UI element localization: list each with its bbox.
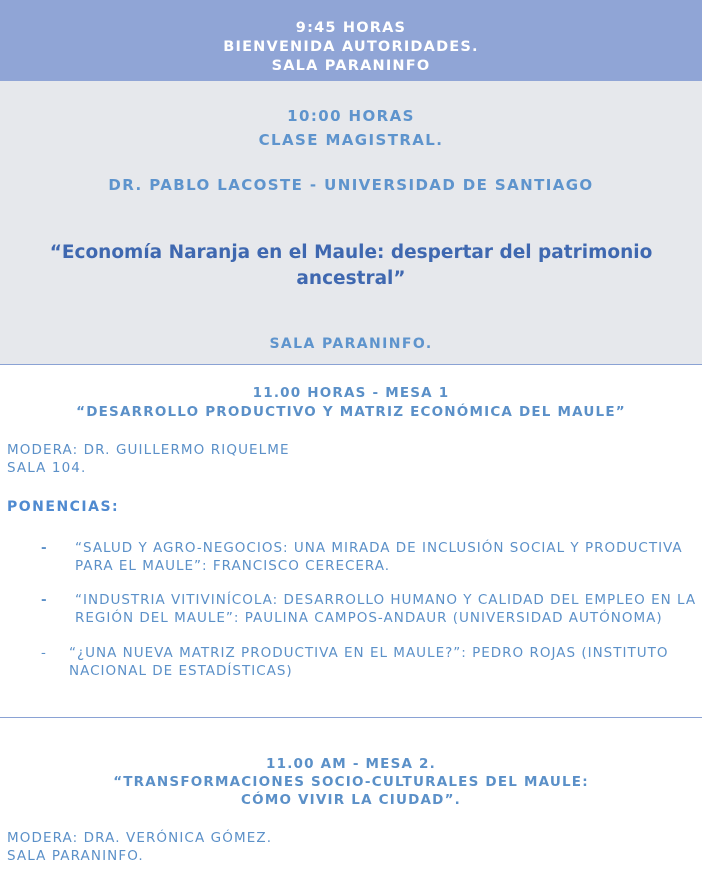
ponencia-line1: “INDUSTRIA VITIVINÍCOLA: DESARROLLO HUMANO Y CALIDAD DEL EMPLEO EN LA [75,592,697,608]
bullet-dash: - [41,540,47,556]
ponencia-line2: PARA EL MAULE”: FRANCISCO CERECERA. [75,558,391,574]
keynote-time: 10:00 HORAS [287,107,415,125]
welcome-time: 9:45 HORAS [295,20,407,36]
mesa1-time: 11.00 HORAS - MESA 1 [252,385,450,401]
welcome-room: SALA PARANINFO [271,58,431,74]
bullet-dash: - [41,592,47,608]
mesa2-title-line2: CÓMO VIVIR LA CIUDAD”. [241,792,461,808]
ponencia-line1: “SALUD Y AGRO-NEGOCIOS: UNA MIRADA DE INCLUSIÓN SOCIAL Y PRODUCTIVA [75,540,683,556]
keynote-speaker: DR. PABLO LACOSTE - UNIVERSIDAD DE SANTIAGO [108,176,594,194]
mesa2-moderator: MODERA: DRA. VERÓNICA GÓMEZ. [7,830,273,846]
bullet-dash: - [41,645,46,661]
keynote-section [0,81,702,365]
mesa2-room: SALA PARANINFO. [7,848,144,864]
ponencia-line1: “¿UNA NUEVA MATRIZ PRODUCTIVA EN EL MAULE?”: PEDRO ROJAS (INSTITUTO [69,645,669,661]
welcome-banner [0,0,702,81]
ponencias-label: PONENCIAS: [7,499,120,515]
keynote-type: CLASE MAGISTRAL. [258,131,444,149]
mesa2-time: 11.00 AM - MESA 2. [266,756,436,772]
keynote-lecture-title: “Economía Naranja en el Maule: despertar del patrimonio ancestral” [49,242,653,289]
mesa1-title: “DESARROLLO PRODUCTIVO Y MATRIZ ECONÓMICA DEL MAULE” [76,404,626,420]
mesa2-title-line1: “TRANSFORMACIONES SOCIO-CULTURALES DEL MAULE: [113,774,589,790]
mesa1-moderator: MODERA: DR. GUILLERMO RIQUELME [7,442,290,458]
ponencia-line2: NACIONAL DE ESTADÍSTICAS) [69,663,293,679]
mesa1-room: SALA 104. [7,460,87,476]
keynote-room: SALA PARANINFO. [269,336,433,352]
welcome-title: BIENVENIDA AUTORIDADES. [223,39,479,55]
ponencia-line2: REGIÓN DEL MAULE”: PAULINA CAMPOS-ANDAUR (UNIVERSIDAD AUTÓNOMA) [75,610,663,626]
section-divider [0,717,702,718]
